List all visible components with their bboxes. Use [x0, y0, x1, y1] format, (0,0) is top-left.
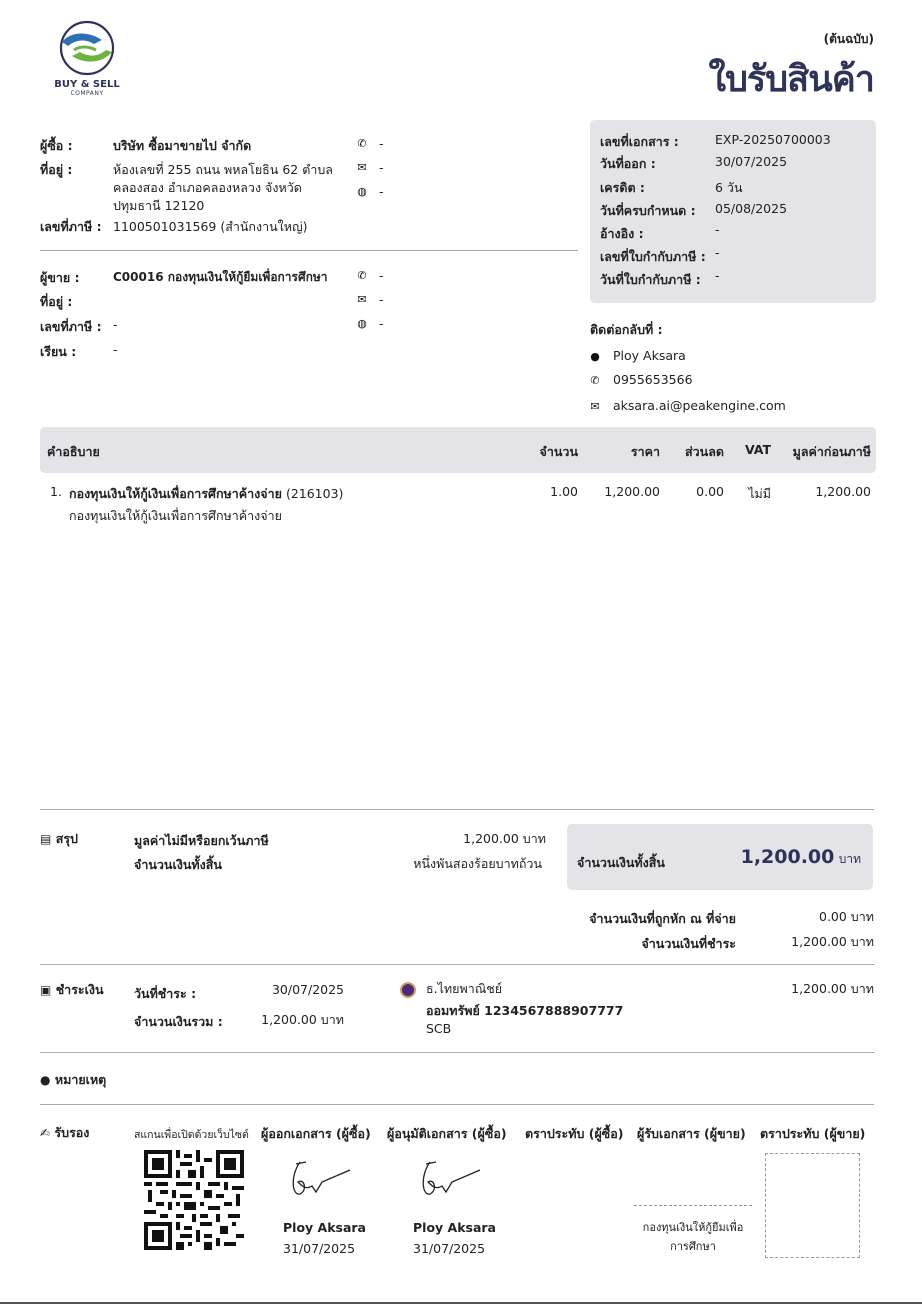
items-table-header	[40, 427, 876, 473]
payment-date-label: วันที่ชำระ :	[134, 986, 197, 1001]
stamp-buyer-label: ตราประทับ (ผู้ซื้อ)	[525, 1126, 624, 1141]
signature-icon: ✍	[40, 1126, 51, 1140]
contact-title: ติดต่อกลับที่ :	[590, 322, 663, 337]
issuer-name: Ploy Aksara	[283, 1220, 366, 1235]
seller-address-label: ที่อยู่ :	[40, 294, 73, 309]
wht-value: 0.00 บาท	[819, 909, 874, 924]
stamp-seller-box	[765, 1153, 860, 1258]
issuer-label: ผู้ออกเอกสาร (ผู้ซื้อ)	[261, 1126, 371, 1141]
summary-divider	[40, 809, 874, 810]
note-section	[40, 1070, 106, 1090]
seller-attn: -	[113, 342, 118, 357]
approval-divider	[40, 1104, 874, 1105]
payable-value: 1,200.00 บาท	[791, 934, 874, 949]
row-amount: 1,200.00	[815, 484, 871, 499]
buyer-address-line2: คลองสอง อำเภอคลองหลวง จังหวัด	[113, 180, 302, 195]
company-logo-text: BUY & SELL	[54, 79, 120, 90]
note-title: หมายเหตุ	[54, 1072, 107, 1087]
company-logo	[50, 20, 124, 100]
page-title: ใบรับสินค้า	[708, 59, 874, 100]
buyer-name: บริษัท ซื้อมาขายไป จำกัด	[113, 138, 252, 153]
seller-tax-label: เลขที่ภาษี :	[40, 319, 102, 334]
contact-name: Ploy Aksara	[613, 348, 686, 363]
grand-total-box	[567, 824, 873, 890]
buyer-address-label: ที่อยู่ :	[40, 162, 73, 177]
buyer-phone: -	[379, 136, 384, 151]
tax-invoice-date-label: วันที่ใบกำกับภาษี :	[600, 272, 701, 287]
receiver-label: ผู้รับเอกสาร (ผู้ขาย)	[637, 1126, 746, 1141]
grand-total-unit: บาท	[838, 852, 861, 866]
approver-label: ผู้อนุมัติเอกสาร (ผู้ซื้อ)	[387, 1126, 507, 1141]
email-icon: ✉	[590, 400, 600, 413]
issuer-date: 31/07/2025	[283, 1241, 356, 1256]
approval-title: รับรอง	[54, 1125, 90, 1140]
grand-total-amount: 1,200.00	[740, 846, 835, 868]
stamp-seller-label: ตราประทับ (ผู้ขาย)	[760, 1126, 866, 1141]
credit-value: 6 วัน	[715, 180, 743, 195]
summary-section	[40, 829, 78, 849]
col-qty-header: จำนวน	[539, 444, 578, 459]
qr-label: สแกนเพื่อเปิดด้วยเว็บไซต์	[134, 1129, 249, 1141]
comment-icon: ●	[40, 1073, 51, 1087]
phone-icon: ✆	[357, 137, 367, 150]
buyer-tax-label: เลขที่ภาษี :	[40, 219, 102, 234]
buyer-seller-divider	[40, 250, 578, 251]
approver-name: Ploy Aksara	[413, 1220, 496, 1235]
table-row	[40, 484, 876, 528]
buyer-web: -	[379, 184, 384, 199]
clipboard-icon: ▤	[40, 832, 52, 846]
payment-title: ชำระเงิน	[55, 982, 104, 997]
email-icon: ✉	[357, 161, 367, 174]
summary-title: สรุป	[55, 831, 78, 846]
seller-name: C00016 กองทุนเงินให้กู้ยืมเพื่อการศึกษา	[113, 270, 328, 284]
buyer-address-line3: ปทุมธานี 12120	[113, 198, 205, 213]
phone-icon: ✆	[357, 269, 367, 282]
payment-amount-label: จำนวนเงินรวม :	[134, 1014, 223, 1029]
col-discount-header: ส่วนลด	[685, 444, 724, 459]
approval-section	[40, 1123, 89, 1143]
issue-date-label: วันที่ออก :	[600, 156, 656, 171]
row-item-name: กองทุนเงินให้กู้เงินเพื่อการศึกษาค้างจ่าย	[69, 486, 282, 501]
total-in-words: หนึ่งพันสองร้อยบาทถ้วน	[413, 856, 542, 871]
phone-icon: ✆	[590, 374, 600, 387]
wht-label: จำนวนเงินที่ถูกหัก ณ ที่จ่าย	[589, 911, 736, 926]
seller-phone: -	[379, 268, 384, 283]
receiver-name-line2: การศึกษา	[670, 1240, 716, 1253]
receiver-signature-line	[634, 1205, 752, 1206]
contact-email: aksara.ai@peakengine.com	[613, 398, 786, 413]
reference-label: อ้างอิง :	[600, 226, 644, 241]
tax-invoice-no: -	[715, 245, 720, 260]
tax-invoice-date: -	[715, 268, 720, 283]
qr-code-icon[interactable]	[144, 1150, 244, 1250]
row-discount: 0.00	[696, 484, 724, 499]
bank-code: SCB	[426, 1021, 452, 1036]
row-vat: ไม่มี	[748, 486, 771, 501]
row-item-code: (216103)	[285, 486, 344, 501]
document-info-box	[590, 120, 876, 303]
grand-total-label: จำนวนเงินทั้งสิ้น	[577, 855, 665, 870]
doc-no: EXP-20250700003	[715, 132, 831, 147]
user-icon: ●	[590, 350, 600, 363]
payment-right-amount: 1,200.00 บาท	[791, 981, 874, 996]
payment-section	[40, 980, 104, 1000]
row-item-description: กองทุนเงินให้กู้เงินเพื่อการศึกษาค้างจ่าย	[69, 508, 282, 523]
contact-phone: 0955653566	[613, 372, 693, 387]
due-date-label: วันที่ครบกำหนด :	[600, 203, 696, 218]
globe-icon: ◍	[357, 317, 367, 330]
email-icon: ✉	[357, 293, 367, 306]
copy-label: (ต้นฉบับ)	[823, 32, 874, 46]
seller-attn-label: เรียน :	[40, 344, 77, 359]
row-number: 1.	[50, 484, 62, 499]
seller-web: -	[379, 316, 384, 331]
buyer-tax-id: 1100501031569 (สำนักงานใหญ่)	[113, 219, 308, 234]
issue-date: 30/07/2025	[715, 154, 788, 169]
handshake-logo-icon	[50, 20, 124, 76]
seller-tax-id: -	[113, 317, 118, 332]
col-amount-header: มูลค่าก่อนภาษี	[792, 444, 871, 459]
grand-total-value	[741, 846, 861, 869]
credit-label: เครดิต :	[600, 180, 645, 195]
payable-label: จำนวนเงินที่ชำระ	[641, 936, 736, 951]
bank-logo-icon	[400, 982, 416, 998]
col-price-header: ราคา	[630, 444, 660, 459]
note-divider	[40, 1052, 874, 1053]
payment-divider	[40, 964, 874, 965]
cash-icon: ▣	[40, 983, 52, 997]
nonvat-label: มูลค่าไม่มีหรือยกเว้นภาษี	[134, 833, 269, 848]
buyer-email: -	[379, 160, 384, 175]
total-label: จำนวนเงินทั้งสิ้น	[134, 857, 222, 872]
company-logo-subtext: COMPANY	[70, 90, 104, 97]
seller-email: -	[379, 292, 384, 307]
nonvat-value: 1,200.00 บาท	[463, 831, 546, 846]
approver-date: 31/07/2025	[413, 1241, 486, 1256]
bank-account: ออมทรัพย์ 1234567888907777	[426, 1003, 624, 1018]
payment-date: 30/07/2025	[271, 982, 344, 997]
doc-no-label: เลขที่เอกสาร :	[600, 134, 679, 149]
globe-icon: ◍	[357, 185, 367, 198]
receiver-name-line1: กองทุนเงินให้กู้ยืมเพื่อ	[642, 1221, 744, 1234]
row-price: 1,200.00	[604, 484, 660, 499]
bank-name: ธ.ไทยพาณิชย์	[426, 981, 503, 996]
col-description-header: คำอธิบาย	[47, 444, 100, 459]
due-date: 05/08/2025	[715, 201, 788, 216]
reference-value: -	[715, 222, 720, 237]
row-title	[69, 484, 343, 504]
payment-amount: 1,200.00 บาท	[261, 1012, 344, 1027]
seller-label: ผู้ขาย :	[40, 270, 80, 285]
buyer-address-line1: ห้องเลขที่ 255 ถนน พหลโยธิน 62 ตำบล	[113, 162, 333, 177]
tax-invoice-no-label: เลขที่ใบกำกับภาษี :	[600, 249, 706, 264]
buyer-label: ผู้ซื้อ :	[40, 138, 73, 153]
col-vat-header: VAT	[744, 442, 771, 457]
approver-signature-icon	[416, 1156, 486, 1202]
row-qty: 1.00	[550, 484, 578, 499]
issuer-signature-icon	[286, 1156, 356, 1202]
